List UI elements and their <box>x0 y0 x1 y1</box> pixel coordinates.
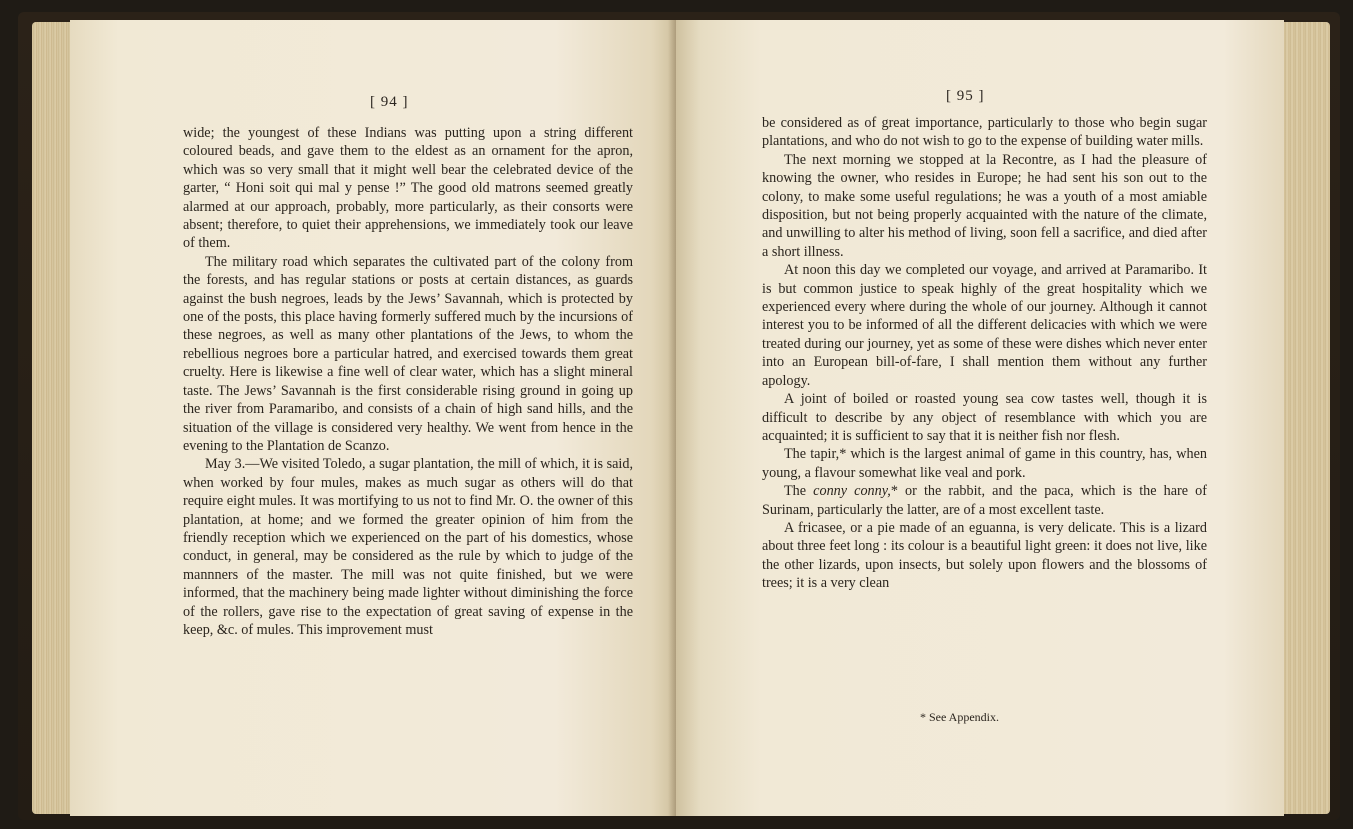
right-page-text <box>762 114 1207 593</box>
left-paragraph-3: May 3.—We visited Toledo, a sugar plantation, the mill of which, it is said, when worked by four mules, makes as much sugar as others will do that require eight mules. It was mortifying to us not to find Mr. O. the owner of this plantation, at home; and we formed the greater opinion of him from the friendly reception which we experienced on the part of his domestics, whose conduct, in general, may be considered as the rule by which to judge of the mannners of the master. The mill was not quite finished, but we were informed, that the machinery being made lighter without diminishing the force of the rollers, gave rise to the expectation of great saving of expense in the keep, &c. of mules. This improvement must <box>183 456 633 638</box>
left-paragraph-2: The military road which separates the cultivated part of the colony from the forests, and has regular stations or posts at certain distances, as guards against the bush negroes, leads by the Jews’ Savannah, which is protected by one of the posts, this place having formerly suffered much by the incursions of these negroes, as well as many other plantations of the Jews, to whom the rebellious negroes bore a particular hatred, and exercised towards them great cruelty. Here is likewise a fine well of clear water, which has a slight mineral taste. The Jews’ Savannah is the first considerable rising ground in going up the river from Paramaribo, and consists of a chain of high sand hills, and the situation of the village is considered very healthy. We went from hence in the evening to the Plantation de Scanzo. <box>183 253 633 454</box>
left-page-number: [ 94 ] <box>370 94 409 110</box>
right-paragraph-1: be considered as of great importance, particularly to those who begin sugar plantations, and who do not wish to go to the expense of building water mills. <box>762 115 1207 150</box>
right-paragraph-3: At noon this day we completed our voyage, and arrived at Paramaribo. It is but common justice to speak highly of the great hospitality which we experienced every where during the whole of our journey. Although it cannot interest you to be informed of all the different delicacies with which we were treated during our journey, yet as some of these were dishes which never enter into an European bill-of-fare, I shall mention them without any further apology. <box>762 262 1207 389</box>
left-page <box>70 20 676 816</box>
right-paragraph-7: A fricasee, or a pie made of an eguanna, is very delicate. This is a lizard about three feet long : its colour is a beautiful light green: it does not live, like the other lizards, upon insects, but solely upon flowers and the blossoms of trees; it is a very clean <box>762 519 1207 592</box>
conny-prefix: The <box>784 483 814 500</box>
left-page-text <box>183 124 633 639</box>
right-footnote: * See Appendix. <box>920 710 999 724</box>
left-paragraph-1: wide; the youngest of these Indians was putting upon a string different coloured beads, and gave them to the eldest as an ornament for the apron, which was so very small that it might well bear the celebrated device of the garter, “ Honi soit qui mal y pense !” The good old matrons seemed greatly alarmed at our approach, probably, more particularly, as their consorts were absent; therefore, to quiet their apprehensions, we immediately took our leave of them. <box>183 125 633 252</box>
right-paragraph-4: A joint of boiled or roasted young sea cow tastes well, though it is difficult to describe by any object of resemblance with which you are acquainted; it is sufficient to say that it is neither fish nor flesh. <box>762 391 1207 444</box>
right-page <box>676 20 1284 816</box>
right-paragraph-6 <box>762 482 1207 519</box>
right-paragraph-5: The tapir,* which is the largest animal of game in this country, has, when young, a flavour somewhat like veal and pork. <box>762 446 1207 481</box>
conny-italic: conny conny, <box>813 483 891 500</box>
conny-suffix: * or the rabbit, and the paca, which is the hare of Surinam, particularly the latter, are of a most excellent taste. <box>762 483 1208 518</box>
right-page-number: [ 95 ] <box>946 88 985 104</box>
right-paragraph-2: The next morning we stopped at la Recontre, as I had the pleasure of knowing the owner, who resides in Europe; he had sent his son out to the colony, to make some useful regulations; he was a youth of a most amiable disposition, but not being properly acquainted with the nature of the climate, and unwilling to alter his method of living, soon fell a sacrifice, and died after a short illness. <box>762 151 1207 260</box>
